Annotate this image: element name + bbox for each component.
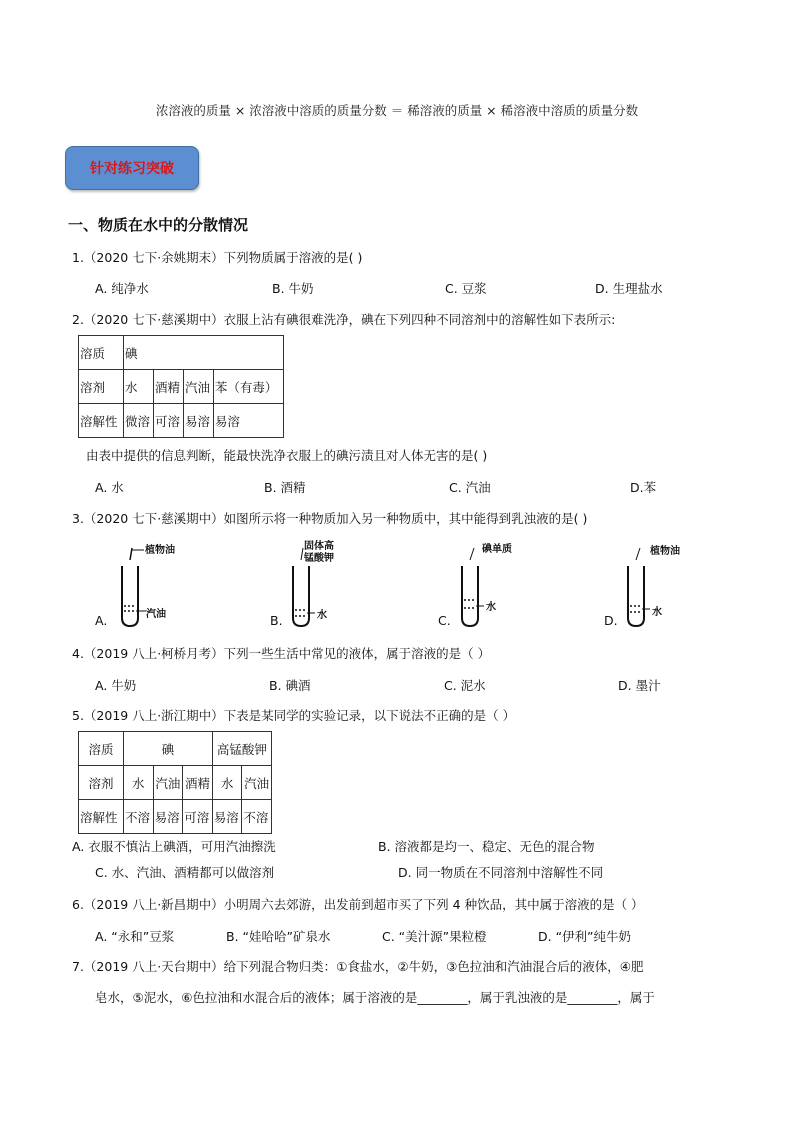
q1-option-b: B. 牛奶 [272,281,314,296]
q5-option-b: B. 溶液都是均一、稳定、无色的混合物 [378,839,595,854]
formula-line: 浓溶液的质量 × 浓溶液中溶质的质量分数 ＝ 稀溶液的质量 × 稀溶液中溶质的质量分数 [155,103,639,118]
q2-option-b: B. 酒精 [264,480,306,495]
table-cell: 易溶 [213,404,283,438]
q4-option-c: C. 泥水 [444,678,486,693]
q3-figure-c-letter: C. [438,613,451,628]
table-cell: 溶剂 [79,370,124,404]
q6-option-c: C. “美汁源”果粒橙 [382,929,487,944]
question-7-line-2: 皂水，⑤泥水，⑥色拉油和水混合后的液体；属于溶液的是________，属于乳浊液的是________，属于 [95,990,655,1005]
q3-figure-d-top-label: 植物油 [650,546,680,557]
table-cell: 微溶 [124,404,154,438]
question-3: 3.（2020 七下·慈溪期中）如图所示将一种物质加入另一种物质中，其中能得到乳浊液的是( ) [72,511,588,526]
q6-option-a: A. “永和”豆浆 [95,929,175,944]
q6-option-b: B. “娃哈哈”矿泉水 [226,929,331,944]
q3-figure-a-top-label: 植物油 [145,545,175,556]
table-cell: 水 [124,370,154,404]
table-cell: 水 [212,766,242,800]
q4-option-d: D. 墨汁 [618,678,661,693]
q3-figure-a-letter: A. [95,613,108,628]
question-2: 2.（2020 七下·慈溪期中）衣服上沾有碘很难洗净，碘在下列四种不同溶剂中的溶解性如下表所示: [72,312,616,327]
table-cell: 酒精 [183,766,213,800]
q3-figure-c-top-label: 碘单质 [482,544,512,555]
question-7-line-1: 7.（2019 八上·天台期中）给下列混合物归类：①食盐水，②牛奶，③色拉油和汽油混合后的液体，④肥 [72,959,644,974]
q3-figure-a-side-label: 汽油 [146,609,166,620]
table-cell: 汽油 [183,370,213,404]
q3-figure-b-side-label: 水 [317,610,327,621]
table-cell: 汽油 [153,766,183,800]
table-cell: 水 [124,766,154,800]
q6-option-d: D. “伊利”纯牛奶 [538,929,632,944]
q1-option-c: C. 豆浆 [445,281,487,296]
question-5: 5.（2019 八上·浙江期中）下表是某同学的实验记录，以下说法不正确的是（ ） [72,708,516,723]
q1-option-a: A. 纯净水 [95,281,149,296]
table-cell: 不溶 [242,800,272,834]
q2-option-a: A. 水 [95,480,124,495]
table-cell: 溶质 [79,336,124,370]
table-cell: 溶质 [79,732,124,766]
q3-figure-d-letter: D. [604,613,618,628]
table-cell: 酒精 [153,370,183,404]
table-cell: 溶剂 [79,766,124,800]
q5-option-a: A. 衣服不慎沾上碘酒，可用汽油擦洗 [72,839,276,854]
table-cell: 溶解性 [79,404,124,438]
table-cell: 苯（有毒） [213,370,283,404]
table-cell: 碘 [124,732,213,766]
q5-option-d: D. 同一物质在不同溶剂中溶解性不同 [398,865,604,880]
table-cell: 可溶 [153,404,183,438]
q3-figure-d-side-label: 水 [652,607,662,618]
table-cell: 汽油 [242,766,272,800]
section-title: 一、物质在水中的分散情况 [68,216,249,234]
q3-figure-b-top-label: 固体高锰酸钾 [304,541,334,564]
table-cell: 碘 [124,336,284,370]
q5-option-c: C. 水、汽油、酒精都可以做溶剂 [95,865,275,880]
q2-option-c: C. 汽油 [449,480,491,495]
table-cell: 溶解性 [79,800,124,834]
table-cell: 可溶 [183,800,213,834]
q2-option-d: D.苯 [630,480,657,495]
q2-followup: 由表中提供的信息判断，能最快洗净衣服上的碘污渍且对人体无害的是( ) [86,448,488,463]
table-cell: 易溶 [212,800,242,834]
question-6: 6.（2019 八上·新昌期中）小明周六去郊游，出发前到超市买了下列 4 种饮品，其中属于溶液的是（ ） [72,897,644,912]
q4-option-b: B. 碘酒 [269,678,311,693]
practice-badge: 针对练习突破 [65,146,199,190]
q2-solubility-table [78,335,284,438]
table-cell: 易溶 [183,404,213,438]
q3-figure-b-letter: B. [270,613,283,628]
question-1: 1.（2020 七下·余姚期末）下列物质属于溶液的是( ) [72,250,363,265]
q5-experiment-table [78,731,272,834]
q1-option-d: D. 生理盐水 [595,281,663,296]
question-4: 4.（2019 八上·柯桥月考）下列一些生活中常见的液体，属于溶液的是（ ） [72,646,491,661]
table-cell: 不溶 [124,800,154,834]
table-cell: 易溶 [153,800,183,834]
table-cell: 高锰酸钾 [212,732,271,766]
q3-figure-c-side-label: 水 [486,602,496,613]
q4-option-a: A. 牛奶 [95,678,137,693]
